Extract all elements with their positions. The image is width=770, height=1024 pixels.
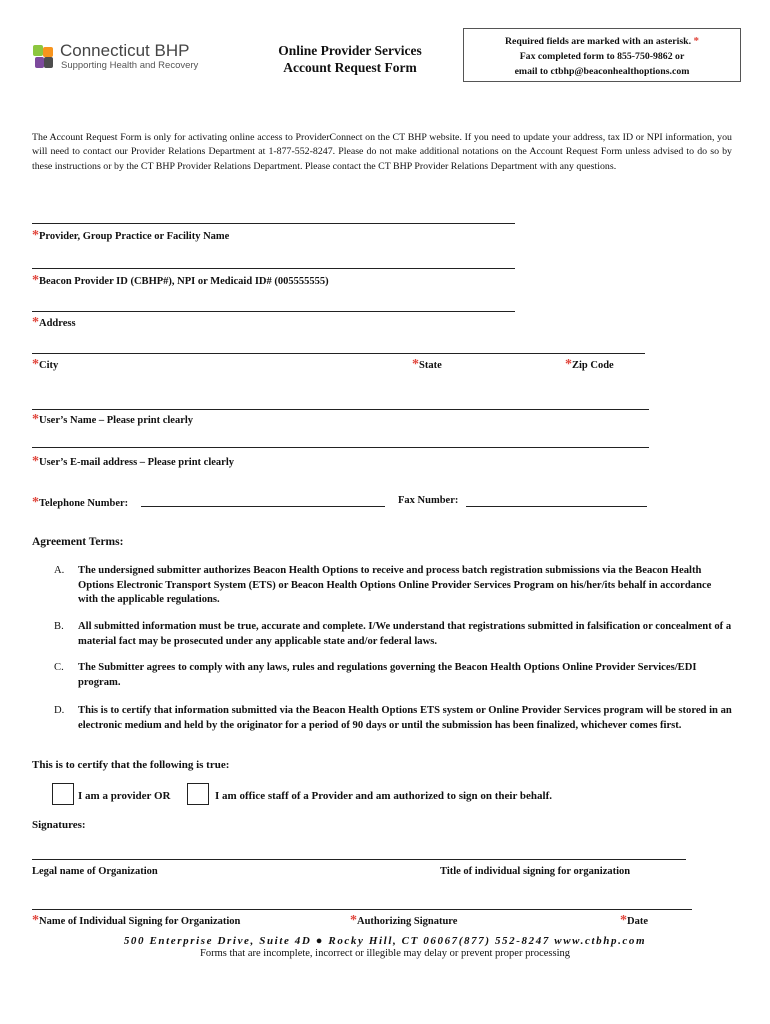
address-field[interactable] bbox=[32, 311, 515, 312]
required-notice-box bbox=[463, 28, 741, 82]
term-letter: A. bbox=[54, 565, 65, 576]
provider-option-label: I am a provider OR bbox=[78, 790, 171, 802]
date-label: *Date bbox=[620, 913, 648, 928]
provider-id-field[interactable] bbox=[32, 268, 515, 269]
term-text: All submitted information must be true, accurate and complete. I/We understand that registrations submitted in falsification or concealment of a material fact may be prosecuted under any applicable state and/or federal laws. bbox=[78, 621, 732, 647]
office-staff-option-label: I am office staff of a Provider and am authorized to sign on their behalf. bbox=[215, 790, 553, 802]
authorizing-signature-label: *Authorizing Signature bbox=[350, 913, 458, 928]
term-text: The undersigned submitter authorizes Beacon Health Options to receive and process batch registration submissions via the Beacon Health Options Electronic Transport System (ETS) or Beacon Health Options Online Provider Services Program on his/her/its behalf in accordance with the applicable regulations. bbox=[78, 565, 712, 605]
provider-name-label: *Provider, Group Practice or Facility Name bbox=[32, 228, 230, 243]
zip-label: *Zip Code bbox=[565, 357, 614, 372]
notice-line1: Required fields are marked with an asterisk. * bbox=[504, 35, 699, 47]
notice-line2: Fax completed form to 855-750-9862 or bbox=[519, 51, 685, 62]
logo-mark-icon bbox=[32, 44, 56, 70]
footer-note: Forms that are incomplete, incorrect or illegible may delay or prevent proper processing bbox=[200, 948, 570, 959]
address-label: *Address bbox=[32, 315, 76, 330]
signature-row-field[interactable] bbox=[32, 909, 692, 910]
city-label: *City bbox=[32, 357, 59, 372]
signatures-heading: Signatures: bbox=[32, 819, 86, 831]
user-name-field[interactable] bbox=[32, 409, 649, 410]
telephone-label: *Telephone Number: bbox=[32, 495, 129, 510]
form-title bbox=[260, 42, 440, 76]
agreement-term bbox=[54, 620, 734, 649]
provider-checkbox[interactable] bbox=[52, 783, 74, 805]
provider-name-field[interactable] bbox=[32, 223, 515, 224]
agreement-term bbox=[54, 661, 734, 690]
office-staff-checkbox[interactable] bbox=[187, 783, 209, 805]
form-title-line2: Account Request Form bbox=[283, 60, 417, 75]
telephone-field[interactable] bbox=[141, 506, 385, 507]
title-signing-label: Title of individual signing for organization bbox=[440, 866, 631, 877]
notice-line3: email to ctbhp@beaconhealthoptions.com bbox=[514, 66, 690, 77]
user-name-label: *User’s Name – Please print clearly bbox=[32, 412, 194, 427]
required-asterisk: * bbox=[693, 35, 699, 47]
certify-heading: This is to certify that the following is true: bbox=[32, 759, 230, 771]
agreement-heading: Agreement Terms: bbox=[32, 536, 124, 548]
provider-id-label: *Beacon Provider ID (CBHP#), NPI or Medicaid ID# (005555555) bbox=[32, 273, 329, 288]
state-label: *State bbox=[412, 357, 442, 372]
term-text: This is to certify that information submitted via the Beacon Health Options ETS system or Online Provider Services program will be stored in an electronic medium and held by the originator for a period of 90 days or until the submission has been finalized, whichever comes first. bbox=[78, 705, 732, 731]
agreement-term bbox=[54, 564, 734, 608]
term-text: The Submitter agrees to comply with any laws, rules and regulations governing the Beacon Health Options Online Provider Services/EDI program. bbox=[78, 662, 697, 688]
term-letter: B. bbox=[54, 621, 64, 632]
agreement-term bbox=[54, 704, 734, 733]
logo-name: Connecticut BHP bbox=[60, 41, 190, 60]
logo-tagline: Supporting Health and Recovery bbox=[61, 60, 199, 71]
city-state-zip-field[interactable] bbox=[32, 353, 645, 354]
legal-name-field[interactable] bbox=[32, 859, 686, 860]
user-email-label: *User’s E-mail address – Please print clearly bbox=[32, 454, 234, 469]
logo bbox=[32, 41, 222, 74]
form-title-line1: Online Provider Services bbox=[278, 43, 422, 58]
legal-name-label: Legal name of Organization bbox=[32, 866, 158, 877]
fax-label: Fax Number: bbox=[398, 495, 459, 506]
term-letter: D. bbox=[54, 705, 65, 716]
footer-address: 500 Enterprise Drive, Suite 4D ● Rocky Hill, CT 06067(877) 552-8247 www.ctbhp.com bbox=[123, 935, 647, 947]
user-email-field[interactable] bbox=[32, 447, 649, 448]
individual-name-label: *Name of Individual Signing for Organization bbox=[32, 913, 241, 928]
fax-field[interactable] bbox=[466, 506, 647, 507]
term-letter: C. bbox=[54, 662, 64, 673]
intro-paragraph: The Account Request Form is only for activating online access to ProviderConnect on the CT BHP website. If you need to update your address, tax ID or NPI information, you will need to contact our Provider Relations Department at 1-877-552-8247. Please do not make additional notations on the Account Request Form unless advised to do so by these instructions or by the CT BHP Provider Relations Department. Please contact the CT BHP Provider Relations Department with any questions. bbox=[32, 132, 732, 172]
